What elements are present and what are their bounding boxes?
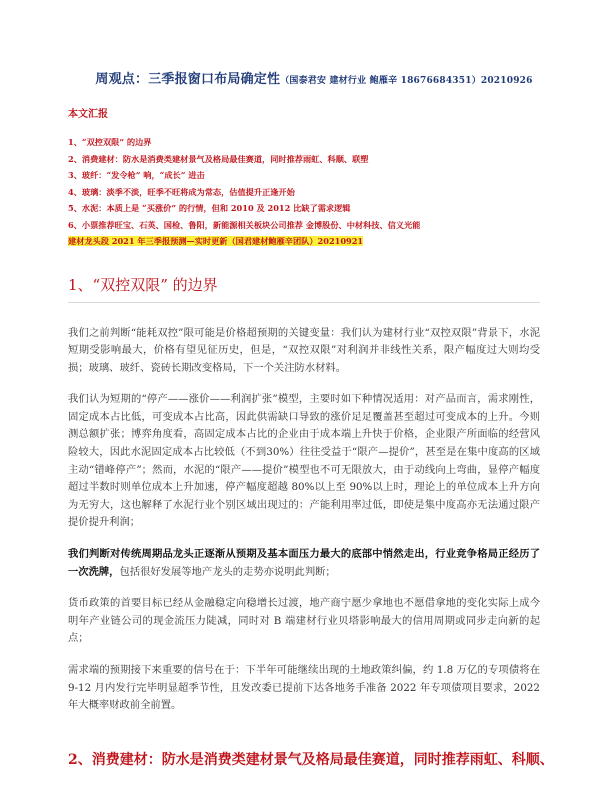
paragraph-bold-text: 我们判断对传统周期品龙头正逐渐从预期及基本面压力最大的底部中悄然走出，行业竞争格局正经历了一次洗牌， (68, 548, 540, 578)
report-title-main: 周观点：三季报窗口布局确定性 (95, 72, 281, 87)
summary-heading: 本文汇报 (68, 109, 108, 120)
paragraph: 货币政策的首要目标已经从金融稳定向稳增长过渡，地产商宁愿少拿地也不愿借拿地的变化实际上成今明年产业链公司的现金流压力陡减，同时对 B 端建材行业贝塔影响最大的信用周期或同步走向新的起点； (68, 597, 540, 645)
section-heading-2: 2、消费建材：防水是消费类建材景气及格局最佳赛道，同时推荐雨虹、科顺、 (68, 751, 554, 768)
summary-highlight-text: 建材龙头段 2021 年三季报预测—实时更新（国君建材鲍雁辛团队）20210921 (68, 236, 364, 246)
summary-item[interactable]: 4、玻璃：淡季不淡，旺季不旺将成为常态，估值提升正逢开始 (68, 186, 295, 197)
report-title-sub: （国泰君安 建材行业 鲍雁辛 18676684351）20210926 (280, 76, 533, 86)
summary-item[interactable]: 2、消费建材：防水是消费类建材景气及格局最佳赛道，同时推荐雨虹、科顺、联塑 (68, 153, 369, 164)
paragraph-emphasis (68, 546, 540, 581)
section-heading-1: 1、“双控双限” 的边界 (68, 274, 540, 303)
summary-item[interactable]: 3、玻纤：“发令枪” 响，“成长” 进击 (68, 170, 205, 180)
summary-item[interactable]: 6、小票推荐旺宝、石英、国检、鲁阳，新能源相关板块公司推荐 金博股份、中材科技、信义光能 (68, 219, 421, 230)
summary-item[interactable]: 5、水泥：本质上是 “买涨价” 的行情，但和 2010 及 2012 比缺了需求逻辑 (68, 203, 351, 213)
summary-highlight-item[interactable] (68, 233, 540, 250)
summary-item[interactable]: 1、“双控双限” 的边界 (68, 137, 152, 147)
report-title (88, 68, 540, 87)
summary-list (68, 134, 540, 250)
paragraph-plain-text: 包括很好发展等地产龙头的走势亦说明此判断； (119, 565, 336, 578)
paragraph: 我们之前判断“能耗双控”限可能是价格超预期的关键变量：我们认为建材行业“双控双限”背景下，水泥短期受影响最大，价格有望见征历史，但是，“双控双限”对利润并非线性关系，限产幅度过大则均受损；玻璃、玻纤、瓷砖长期改变格局，下一个关注防水材料。 (68, 326, 540, 374)
paragraph: 我们认为短期的“停产——涨价——利润扩张”模型，主要时如下种情况适用：对产品而言，需求刚性，固定成本占比低，可变成本占比高，因此供需缺口导致的涨价足足覆盖甚至超过可变成本的上升。今则测总额扩张；博弈角度看，高固定成本占比的企业由于成本端上升快于价格，企业限产所面临的经营风险较大，因此水泥固定成本占比较低（不到30%）往往受益于“限产—提价”，甚至是在集中度高的区域主动“错峰停产”；然而，水泥的“限产——提价”模型也不可无限放大，由于动线向上弯曲，显停产幅度超过半数时则单位成本上升加速，停产幅度超越 80%以上至 90%以上时，理论上的单位成本上升方向为无穷大，这也解释了水泥行业个别区域出现过的：产能利用率过低，即使是集中度高亦无法通过限产提价提升利润； (68, 393, 540, 529)
paragraph: 需求端的预期接下来重要的信号在于：下半年可能继续出现的土地政策纠偏，约 1.8 万亿的专项债将在 9-12 月内发行完毕明显超季节性，且发改委已提前下达各地务手准备 2022 年专项债项目要求，2022 年大概率财政前全前置。 (68, 664, 540, 712)
